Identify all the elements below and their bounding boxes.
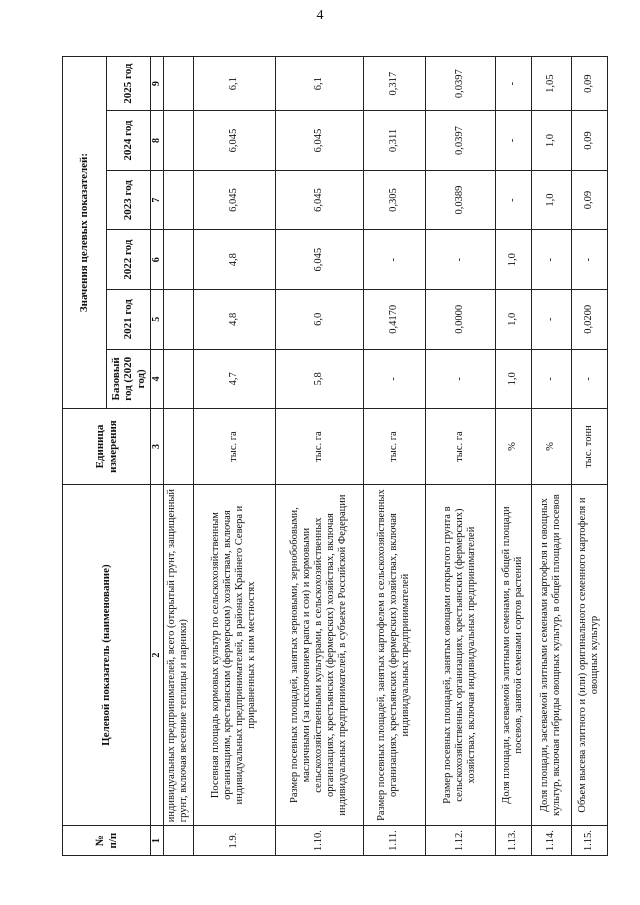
row-2024: 6,045 (193, 111, 275, 171)
row-unit: % (531, 409, 571, 485)
row-name: Доля площади, засеваемой элитными семенами картофеля и овощных культур, включая гибриды овощных культур, в общей площади посевов (531, 484, 571, 825)
row-2021: 0,0000 (425, 289, 495, 349)
row-2022: - (425, 230, 495, 290)
row-base-year: - (363, 349, 425, 409)
continuation-text: индивидуальных предпринимателей, всего (открытый грунт, защищенный грунт, включая весенние теплицы и парники) (163, 484, 193, 825)
row-name: Объем высева элитного и (или) оригинального семенного картофеля и овощных культур (571, 484, 607, 825)
header-base-year: Базовый год (2020 год) (107, 349, 151, 409)
row-number: 1.14. (531, 826, 571, 856)
col-number: 5 (151, 289, 164, 349)
row-2025: - (495, 57, 531, 111)
table-row (425, 57, 495, 856)
row-base-year: - (571, 349, 607, 409)
row-2022: 4,8 (193, 230, 275, 290)
page-number: 4 (316, 8, 324, 23)
col-number: 3 (151, 409, 164, 485)
row-number: 1.15. (571, 826, 607, 856)
table-row (531, 57, 571, 856)
continuation-num (163, 826, 193, 856)
header-2022: 2022 год (107, 230, 151, 290)
col-number: 7 (151, 170, 164, 230)
row-unit: тыс. тонн (571, 409, 607, 485)
column-number-row (151, 57, 164, 856)
header-2021: 2021 год (107, 289, 151, 349)
row-2023: - (495, 170, 531, 230)
row-base-year: 1,0 (495, 349, 531, 409)
row-2025: 6,1 (193, 57, 275, 111)
row-number: 1.12. (425, 826, 495, 856)
row-base-year: 4,7 (193, 349, 275, 409)
row-2022: - (571, 230, 607, 290)
row-unit: тыс. га (275, 409, 363, 485)
col-number: 6 (151, 230, 164, 290)
table-row (363, 57, 425, 856)
header-name: Целевой показатель (наименование) (63, 484, 151, 825)
row-2022: 6,045 (275, 230, 363, 290)
row-2021: - (531, 289, 571, 349)
row-2021: 0,4170 (363, 289, 425, 349)
row-2023: 0,305 (363, 170, 425, 230)
col-number: 8 (151, 111, 164, 171)
header-row-1 (63, 57, 107, 856)
row-2023: 0,0389 (425, 170, 495, 230)
row-2022: - (363, 230, 425, 290)
col-number: 4 (151, 349, 164, 409)
row-name: Размер посевных площадей, занятых зерновыми, зернобобовыми, масличными (за исключением рапса и сои) и кормовыми сельскохозяйственными культурами, в сельскохозяйственных организациях, крестьянских (фермерских) хозяйствах, включая индивидуальных предпринимателей, в субъекте Российской Федерации (275, 484, 363, 825)
row-2024: 6,045 (275, 111, 363, 171)
col-number: 1 (151, 826, 164, 856)
row-2021: 1,0 (495, 289, 531, 349)
row-2024: - (495, 111, 531, 171)
row-number: 1.9. (193, 826, 275, 856)
col-number: 2 (151, 484, 164, 825)
header-num: № п/п (63, 826, 151, 856)
row-unit: тыс. га (425, 409, 495, 485)
row-base-year: - (531, 349, 571, 409)
row-2023: 1,0 (531, 170, 571, 230)
row-2023: 6,045 (275, 170, 363, 230)
row-2024: 1,0 (531, 111, 571, 171)
table-row (193, 57, 275, 856)
col-number: 9 (151, 57, 164, 111)
table-row (275, 57, 363, 856)
continuation-row (163, 57, 193, 856)
indicators-table (62, 56, 608, 856)
row-unit: % (495, 409, 531, 485)
row-name: Размер посевных площадей, занятых картофелем в сельскохозяйственных организациях, крестьянских (фермерских) хозяйствах, включая индивидуальных предпринимателей (363, 484, 425, 825)
table-row (571, 57, 607, 856)
header-values-group: Значения целевых показателей: (63, 57, 107, 409)
rotated-table-wrapper (62, 56, 600, 856)
row-number: 1.10. (275, 826, 363, 856)
row-unit: тыс. га (363, 409, 425, 485)
header-unit: Единица измерения (63, 409, 151, 485)
header-2023: 2023 год (107, 170, 151, 230)
row-2022: - (531, 230, 571, 290)
row-2022: 1,0 (495, 230, 531, 290)
row-2021: 0,0200 (571, 289, 607, 349)
row-2023: 0,09 (571, 170, 607, 230)
row-2024: 0,0397 (425, 111, 495, 171)
header-2025: 2025 год (107, 57, 151, 111)
row-base-year: 5,8 (275, 349, 363, 409)
row-2021: 6,0 (275, 289, 363, 349)
table-row (495, 57, 531, 856)
row-2025: 0,317 (363, 57, 425, 111)
row-2024: 0,09 (571, 111, 607, 171)
row-2025: 0,0397 (425, 57, 495, 111)
row-name: Посевная площадь кормовых культур по сельскохозяйственным организациям, крестьянским (фермерским) хозяйствам, включая индивидуальных предпринимателей, в районах Крайнего Севера и приравненных к ним местностях (193, 484, 275, 825)
row-unit: тыс. га (193, 409, 275, 485)
row-base-year: - (425, 349, 495, 409)
row-2024: 0,311 (363, 111, 425, 171)
row-2021: 4,8 (193, 289, 275, 349)
row-2025: 6,1 (275, 57, 363, 111)
row-2025: 1,05 (531, 57, 571, 111)
row-name: Доля площади, засеваемой элитными семенами, в общей площади посевов, занятой семенами сортов растений (495, 484, 531, 825)
row-number: 1.13. (495, 826, 531, 856)
row-number: 1.11. (363, 826, 425, 856)
row-name: Размер посевных площадей, занятых овощами открытого грунта в сельскохозяйственных организациях, крестьянских (фермерских) хозяйствах, включая индивидуальных предпринимателей (425, 484, 495, 825)
header-2024: 2024 год (107, 111, 151, 171)
row-2023: 6,045 (193, 170, 275, 230)
row-2025: 0,09 (571, 57, 607, 111)
